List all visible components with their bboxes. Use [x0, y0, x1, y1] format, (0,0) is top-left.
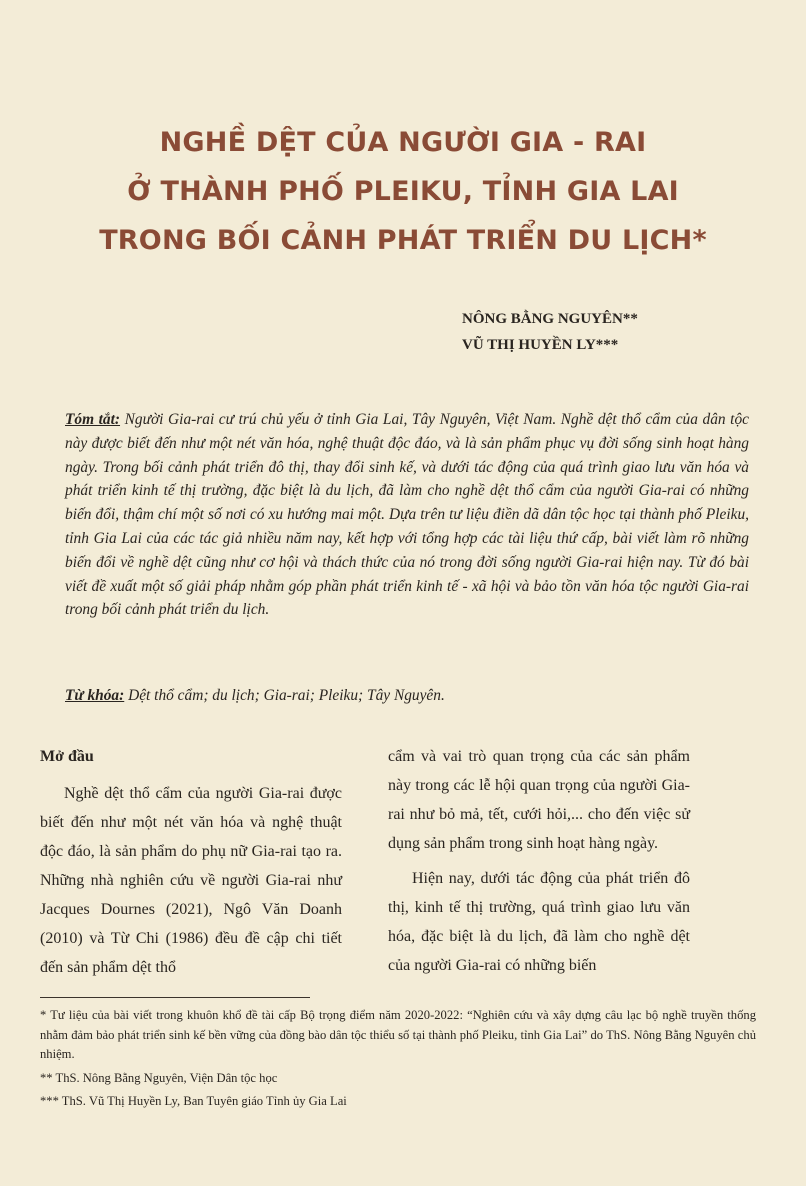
author-1: NÔNG BẰNG NGUYÊN** [462, 311, 638, 327]
body-column-left [40, 742, 342, 982]
abstract-text: Người Gia-rai cư trú chủ yếu ở tỉnh Gia Lai, Tây Nguyên, Việt Nam. Nghề dệt thổ cẩm của dân tộc này được biết đến như một nét văn hóa, nghệ thuật độc đáo, và là sản phẩm phục vụ đời sống sinh hoạt hàng ngày. Trong bối cảnh phát triển đô thị, thay đổi sinh kế, và dưới tác động của quá trình giao lưu văn hóa và phát triển kinh tế thị trường, đặc biệt là du lịch, đã làm cho nghề dệt thổ cẩm của người Gia-rai có những biến đổi, thậm chí một số nơi có xu hướng mai một. Dựa trên tư liệu điền dã dân tộc học tại thành phố Pleiku, tỉnh Gia Lai của các tác giả nhiều năm nay, kết hợp với tổng hợp các tài liệu thứ cấp, bài viết làm rõ những biến đổi về nghề dệt cũng như cơ hội và thách thức của nó trong đời sống người Gia-rai hiện nay. Từ đó bài viết đề xuất một số giải pháp nhằm góp phần phát triển kinh tế - xã hội và bảo tồn văn hóa tộc người Gia-rai trong bối cảnh phát triển du lịch. [65, 411, 749, 619]
keywords [65, 684, 749, 707]
body-paragraph: Hiện nay, dưới tác động của phát triển đô thị, kinh tế thị trường, quá trình giao lưu văn hóa, đặc biệt là du lịch, đã làm cho nghề dệt của người Gia-rai có những biến [388, 870, 690, 974]
title-line-3: TRONG BỐI CẢNH PHÁT TRIỂN DU LỊCH* [99, 225, 707, 256]
title-line-2: Ở THÀNH PHỐ PLEIKU, TỈNH GIA LAI [127, 176, 679, 207]
footnote-3: *** ThS. Vũ Thị Huyền Ly, Ban Tuyên giáo Tỉnh ủy Gia Lai [40, 1094, 347, 1108]
author-block [462, 306, 638, 358]
title-line-1: NGHỀ DỆT CỦA NGƯỜI GIA - RAI [159, 127, 647, 158]
abstract [65, 408, 749, 622]
author-2: VŨ THỊ HUYỀN LY*** [462, 337, 619, 353]
footnote-divider [40, 997, 310, 998]
footnote-1: * Tư liệu của bài viết trong khuôn khổ đề tài cấp Bộ trọng điểm năm 2020-2022: “Nghiên cứu và xây dựng câu lạc bộ nghề truyền thống nhằm đảm bảo phát triển sinh kế bền vững của đồng bào dân tộc thiểu số tại thành phố Pleiku, tỉnh Gia Lai” do ThS. Nông Bằng Nguyên chủ nhiệm. [40, 1008, 756, 1061]
body-column-right [388, 742, 690, 980]
section-heading: Mở đầu [40, 748, 94, 765]
body-paragraph-continued: cẩm và vai trò quan trọng của các sản phẩm này trong các lễ hội quan trọng của người Gia-rai như bỏ mả, tết, cưới hỏi,... cho đến việc sử dụng sản phẩm trong sinh hoạt hàng ngày. [388, 748, 690, 852]
footnote-2: ** ThS. Nông Bằng Nguyên, Viện Dân tộc học [40, 1070, 278, 1085]
keywords-label: Từ khóa: [65, 687, 125, 704]
footnotes [40, 1006, 756, 1112]
body-paragraph: Nghề dệt thổ cẩm của người Gia-rai được biết đến như một nét văn hóa và nghệ thuật độc đáo, là sản phẩm do phụ nữ Gia-rai tạo ra. Những nhà nghiên cứu về người Gia-rai như Jacques Dournes (2021), Ngô Văn Doanh (2010) và Từ Chi (1986) đều đề cập chi tiết đến sản phẩm dệt thổ [40, 785, 342, 976]
article-title [0, 118, 806, 265]
keywords-text: Dệt thổ cẩm; du lịch; Gia-rai; Pleiku; Tây Nguyên. [124, 687, 445, 704]
abstract-label: Tóm tắt: [65, 411, 121, 428]
